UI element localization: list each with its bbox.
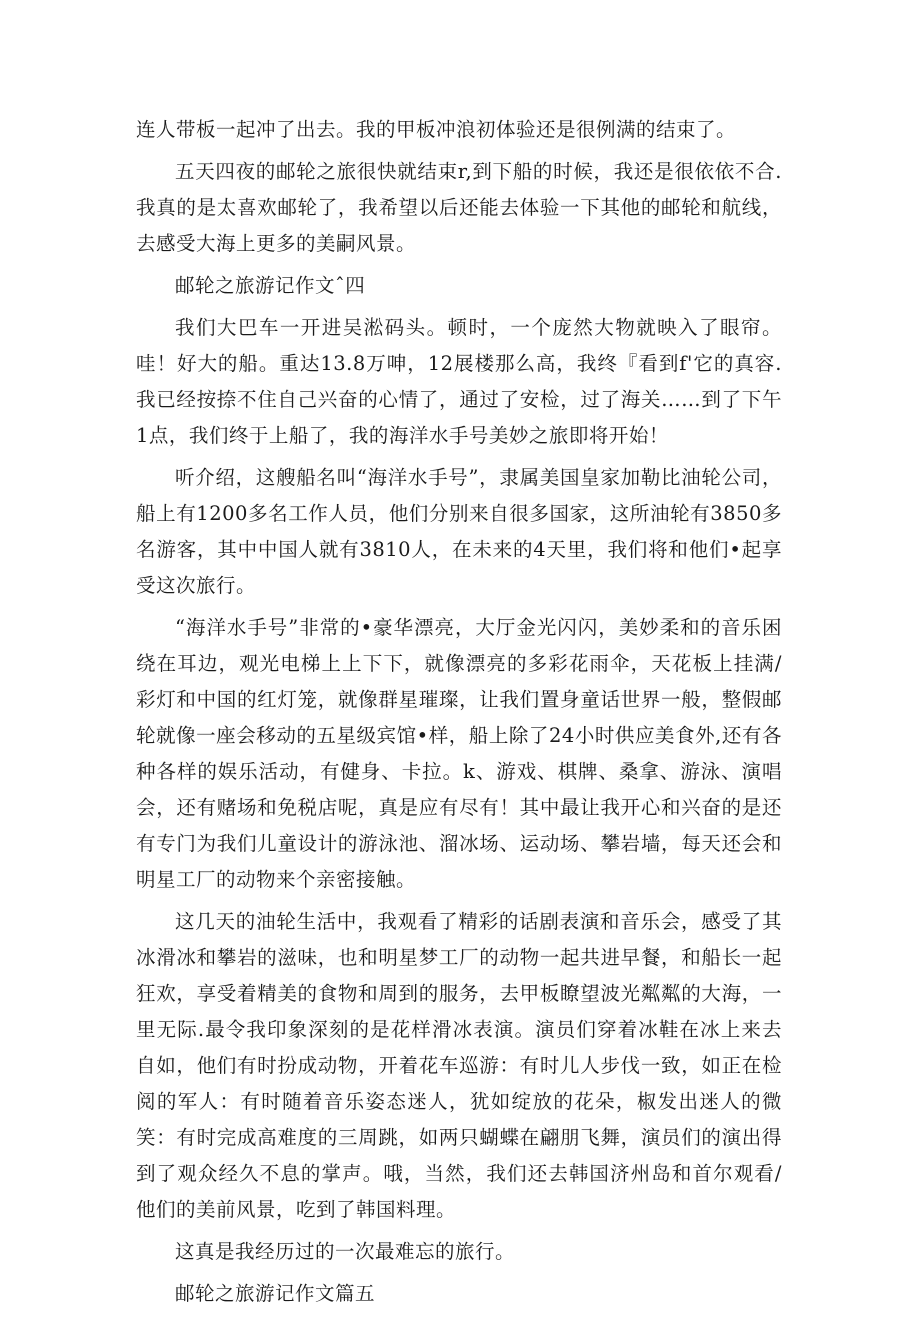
- paragraph-7: 这真是我经历过的一次最难忘的旅行。: [175, 1240, 516, 1263]
- section-heading-4: 邮轮之旅游记作文ˆ四: [175, 274, 366, 297]
- document-body: [136, 112, 782, 1318]
- section-heading-5: 邮轮之旅游记作文篇五: [175, 1282, 376, 1305]
- paragraph-3: 我们大巴车一开进吴淞码头。顿时，一个庞然大物就映入了眼帘。哇！好大的船。重达13.8万呻，12展楼那么高，我终『看到f'它的真容.我已经按捺不住自己兴奋的心情了，通过了安检，过了海关……到了下午1点，我们终于上船了，我的海洋水手号美妙之旅即将开始！: [136, 316, 782, 447]
- paragraph-2: 五天四夜的邮轮之旅很快就结束r,到下船的时候，我还是很依依不合.我真的是太喜欢邮轮了，我希望以后还能去体验一下其他的邮轮和航线，去感受大海上更多的美嗣风景。: [136, 160, 782, 255]
- paragraph-6: 这几天的油轮生活中，我观看了精彩的话剧表演和音乐会，感受了其冰滑冰和攀岩的滋味，也和明星梦工厂的动物一起共进早餐，和船长一起狂欢，享受着精美的食物和周到的服务，去甲板瞭望波光粼粼的大海，一里无际.最令我印象深刻的是花样滑冰表演。演员们穿着冰鞋在冰上来去自如，他们有时扮成动物，开着花车巡游：有时儿人步伐一致，如正在检阅的军人：有时随着音乐姿态迷人，犹如绽放的花朵，椒发出迷人的微笑：有时完成高难度的三周跳，如两只蝴蝶在翩朋飞舞，演员们的演出得到了观众经久不息的掌声。哦，当然，我们还去韩国济州岛和首尔观看/他们的美前风景，吃到了韩国料理。: [136, 910, 782, 1221]
- paragraph-4: 听介绍，这艘船名叫“海洋水手号”，隶属美国皇家加勒比油轮公司，船上有1200多名工作人员，他们分别来自很多国家，这所油轮有3850多名游客，其中中国人就有3810人，在未来的4天里，我们将和他们•起享受这次旅行。: [136, 466, 782, 597]
- paragraph-1: 连人带板一起冲了出去。我的甲板冲浪初体验还是很例满的结束了。: [136, 118, 737, 141]
- paragraph-5: “海洋水手号”非常的•豪华漂亮，大厅金光闪闪，美妙柔和的音乐困绕在耳边，观光电梯上上下下，就像漂亮的多彩花雨伞，天花板上挂满/彩灯和中国的红灯笼，就像群星璀璨，让我们置身童话世界一般，整假邮轮就像一座会移动的五星级宾馆•样，船上除了24小时供应美食外,还有各种各样的娱乐活动，有健身、卡拉。k、游戏、棋牌、桑拿、游泳、演唱会，还有赌场和免税店呢，真是应有尽有！其中最让我开心和兴奋的是还有专门为我们儿童设计的游泳池、溜冰场、运动场、攀岩墙，每天还会和明星工厂的动物来个亲密接触。: [136, 616, 782, 891]
